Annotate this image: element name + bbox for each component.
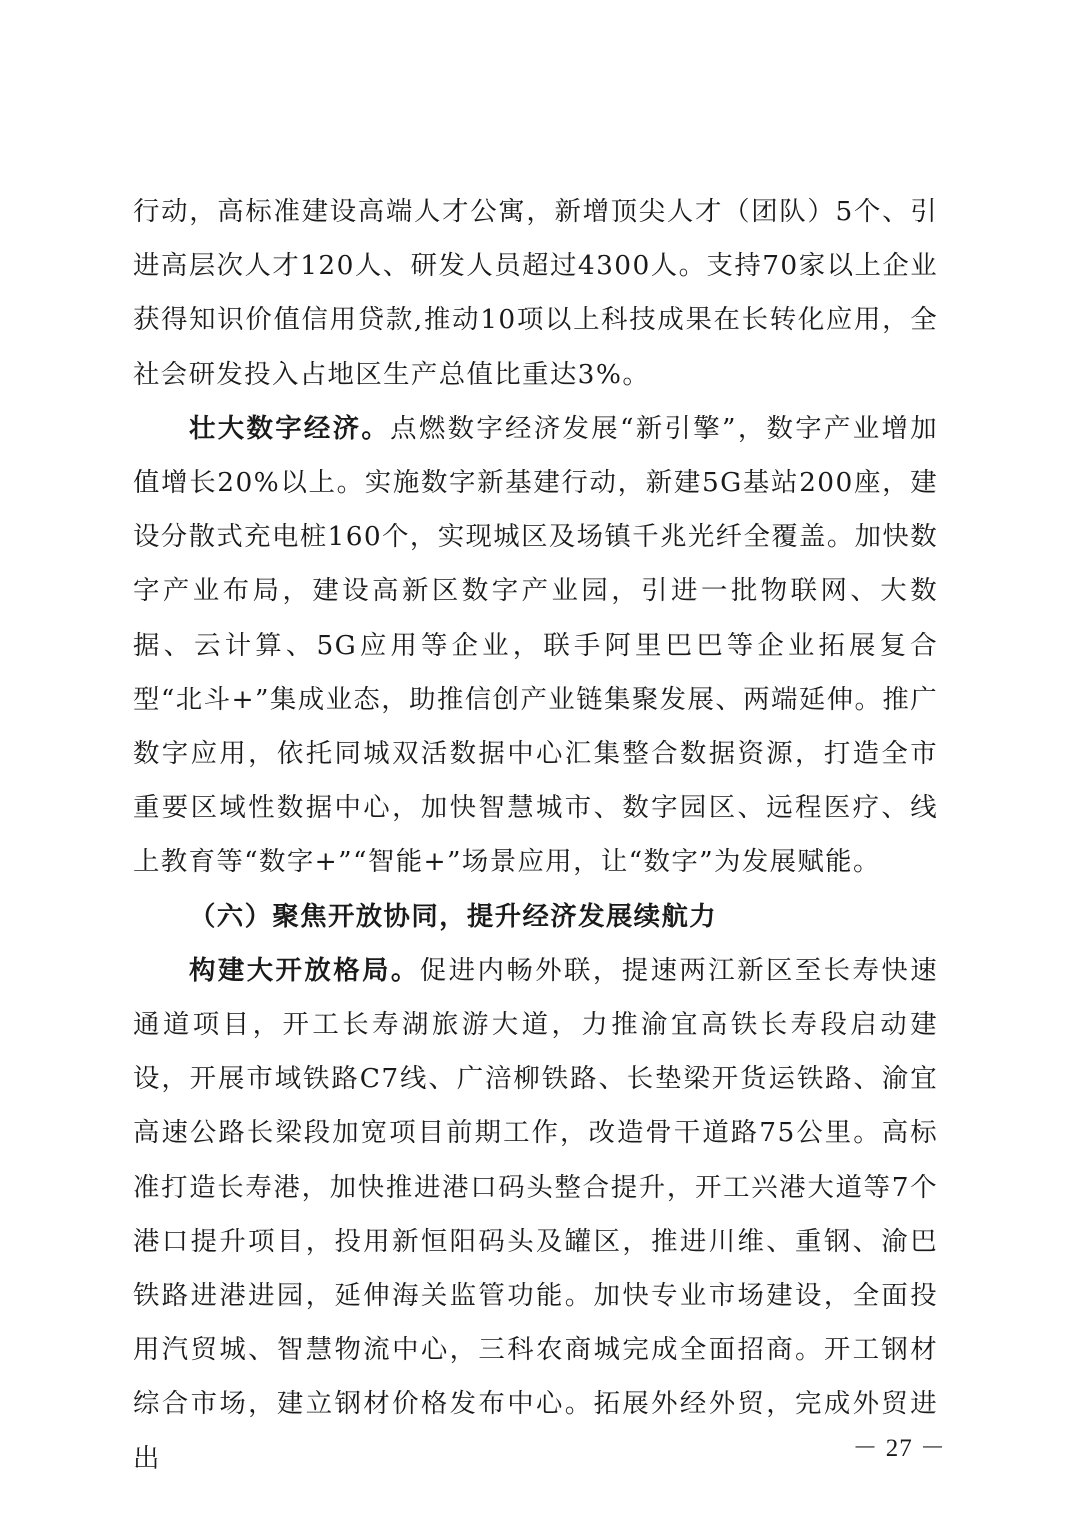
section-heading: （六）聚焦开放协同，提升经济发展续航力 — [189, 900, 718, 932]
paragraph-open-pattern — [133, 944, 938, 1486]
body-text — [133, 185, 938, 1486]
paragraph-text: 促进内畅外联，提速两江新区至长寿快速通道项目，开工长寿湖旅游大道，力推渝宜高铁长寿段启动建设，开展市域铁路C7线、广涪柳铁路、长垫梁开货运铁路、渝宜高速公路长梁段加宽项目前期工作，改造骨干道路75公里。高标准打造长寿港，加快推进港口码头整合提升，开工兴港大道等7个港口提升项目，投用新恒阳码头及罐区，推进川维、重钢、渝巴铁路进港进园，延伸海关监管功能。加快专业市场建设，全面投用汽贸城、智慧物流中心，三科农商城完成全面招商。开工钢材综合市场，建立钢材价格发布中心。拓展外经外贸，完成外贸进出 — [133, 954, 939, 1474]
paragraph-lead: 壮大数字经济。 — [189, 412, 391, 444]
paragraph-lead: 构建大开放格局。 — [189, 954, 420, 986]
paragraph-text: 行动，高标准建设高端人才公寓，新增顶尖人才（团队）5个、引进高层次人才120人、研发人员超过4300人。支持70家以上企业获得知识价值信用贷款,推动10项以上科技成果在长转化应用，全社会研发投入占地区生产总值比重达3%。 — [133, 196, 938, 390]
page-number: － 27 － — [852, 1435, 946, 1462]
paragraph-digital-economy — [133, 402, 938, 890]
paragraph-text: 点燃数字经济发展“新引擎”，数字产业增加值增长20%以上。实施数字新基建行动，新建5G基站200座，建设分散式充电桩160个，实现城区及场镇千兆光纤全覆盖。加快数字产业布局，建设高新区数字产业园，引进一批物联网、大数据、云计算、5G应用等企业，联手阿里巴巴等企业拓展复合型“北斗+”集成业态，助推信创产业链集聚发展、两端延伸。推广数字应用，依托同城双活数据中心汇集整合数据资源，打造全市重要区域性数据中心，加快智慧城市、数字园区、远程医疗、线上教育等“数字+”“智能+”场景应用，让“数字”为发展赋能。 — [133, 412, 938, 878]
paragraph-talent — [133, 185, 938, 402]
